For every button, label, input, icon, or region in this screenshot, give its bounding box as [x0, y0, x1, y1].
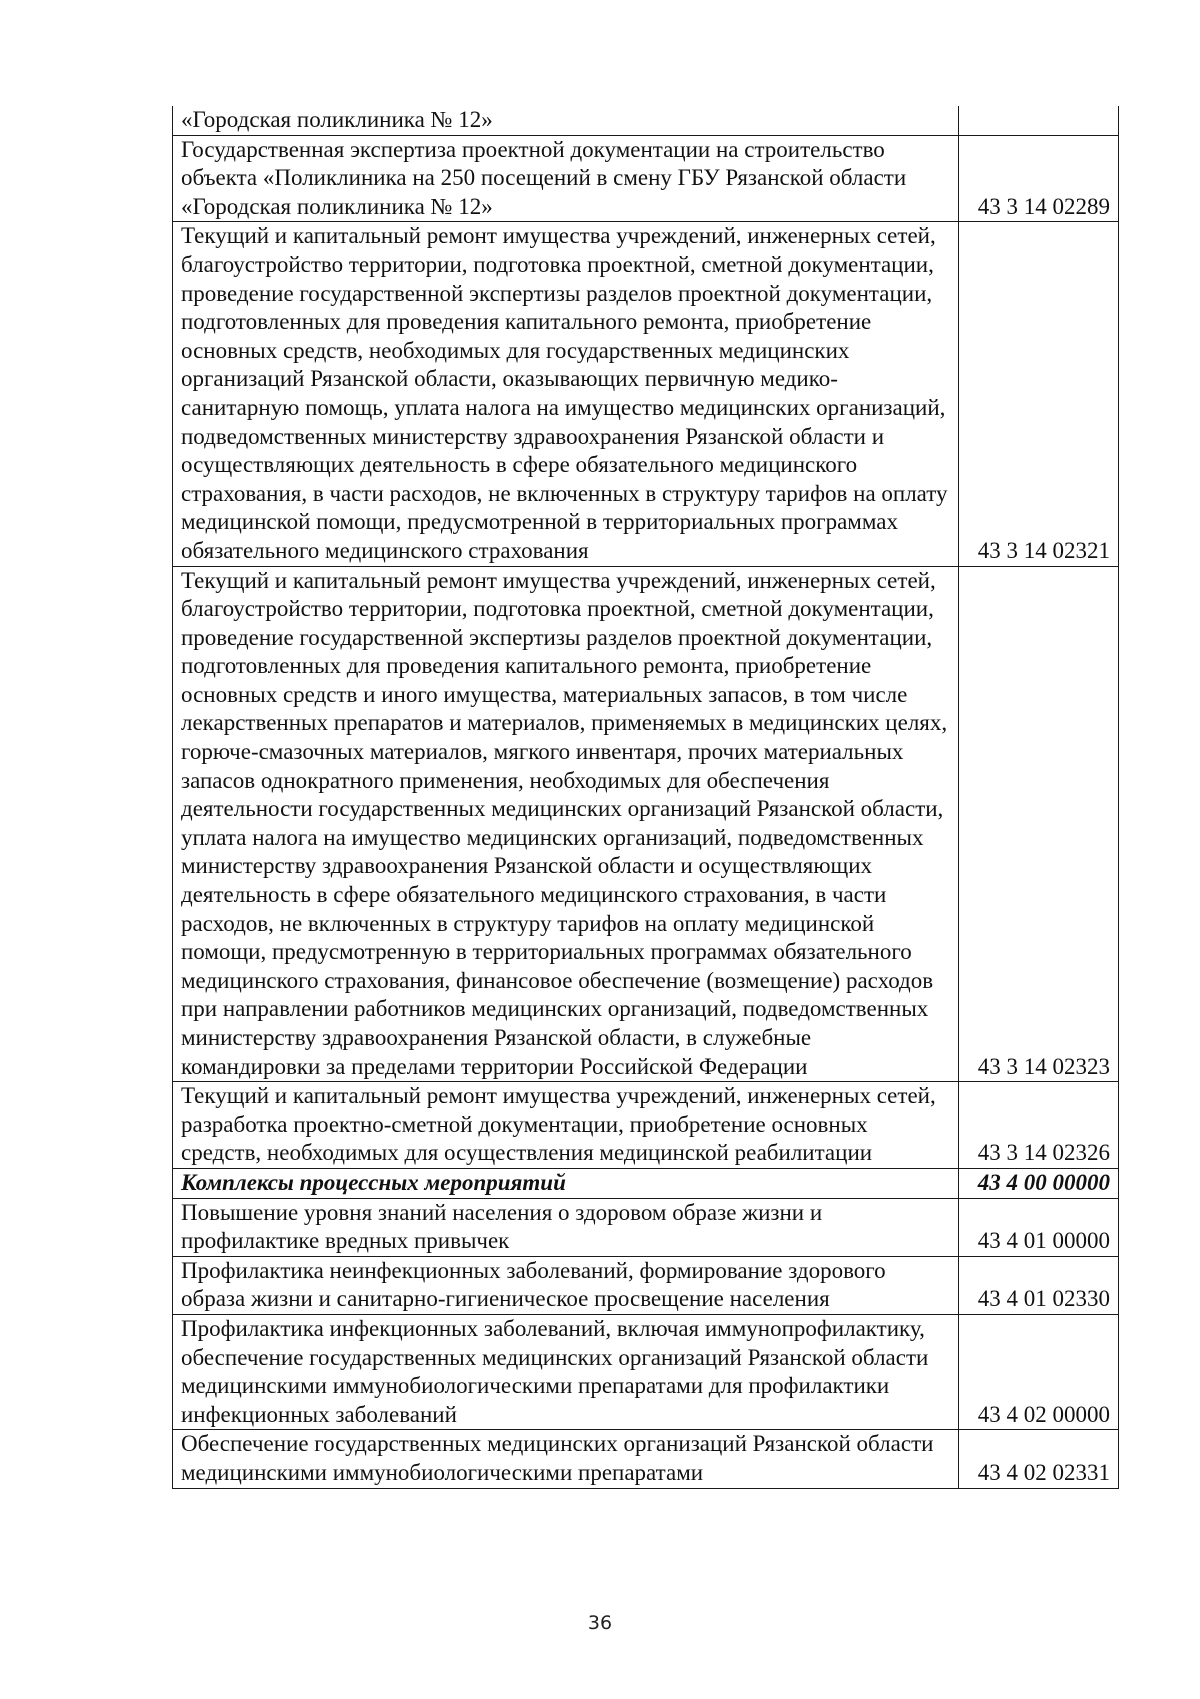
row-code: 43 4 01 02330: [959, 1256, 1119, 1314]
row-code: 43 4 02 00000: [959, 1314, 1119, 1429]
table-row: [173, 106, 1119, 135]
table-row: [173, 1256, 1119, 1314]
row-name: Текущий и капитальный ремонт имущества учреждений, инженерных сетей, благоустройство территории, подготовка проектной, сметной документации, проведение государственной экспертизы разделов проектной документации, подготовленных для проведения капитального ремонта, приобретение основных средств и иного имущества, материальных запасов, в том числе лекарственных препаратов и материалов, применяемых в медицинских целях, горюче-смазочных материалов, мягкого инвентаря, прочих материальных запасов однократного применения, необходимых для обеспечения деятельности государственных медицинских организаций Рязанской области, уплата налога на имущество медицинских организаций, подведомственных министерству здравоохранения Рязанской области и осуществляющих деятельность в сфере обязательного медицинского страхования, в части расходов, не включенных в структуру тарифов на оплату медицинской помощи, предусмотренную в территориальных программах обязательного медицинского страхования, финансовое обеспечение (возмещение) расходов при направлении работников медицинских организаций, подведомственных министерству здравоохранения Рязанской области, в служебные командировки за пределами территории Российской Федерации: [173, 566, 959, 1082]
table-row: [173, 135, 1119, 222]
row-name: Государственная экспертиза проектной документации на строительство объекта «Поликлиника на 250 посещений в смену ГБУ Рязанской области «Городская поликлиника № 12»: [173, 135, 959, 222]
row-name: Профилактика неинфекционных заболеваний, формирование здорового образа жизни и санитарно-гигиеническое просвещение населения: [173, 1256, 959, 1314]
row-code: 43 4 02 02331: [959, 1430, 1119, 1488]
section-heading-code: 43 4 00 00000: [959, 1168, 1119, 1198]
row-code: 43 3 14 02323: [959, 566, 1119, 1082]
table-row: [173, 222, 1119, 566]
row-name: «Городская поликлиника № 12»: [173, 106, 959, 135]
table-row: [173, 1198, 1119, 1256]
table-row-section-heading: [173, 1168, 1119, 1198]
table-row: [173, 1314, 1119, 1429]
row-name: Повышение уровня знаний населения о здоровом образе жизни и профилактике вредных привычек: [173, 1198, 959, 1256]
row-name: Текущий и капитальный ремонт имущества учреждений, инженерных сетей, благоустройство территории, подготовка проектной, сметной документации, проведение государственной экспертизы разделов проектной документации, подготовленных для проведения капитального ремонта, приобретение основных средств, необходимых для государственных медицинских организаций Рязанской области, оказывающих первичную медико-санитарную помощь, уплата налога на имущество медицинских организаций, подведомственных министерству здравоохранения Рязанской области и осуществляющих деятельность в сфере обязательного медицинского страхования, в части расходов, не включенных в структуру тарифов на оплату медицинской помощи, предусмотренной в территориальных программах обязательного медицинского страхования: [173, 222, 959, 566]
row-name: Текущий и капитальный ремонт имущества учреждений, инженерных сетей, разработка проектно-сметной документации, приобретение основных средств, необходимых для осуществления медицинской реабилитации: [173, 1082, 959, 1169]
row-code: 43 3 14 02326: [959, 1082, 1119, 1169]
row-code: 43 4 01 00000: [959, 1198, 1119, 1256]
row-code: 43 3 14 02321: [959, 222, 1119, 566]
row-name: Профилактика инфекционных заболеваний, включая иммунопрофилактику, обеспечение государственных медицинских организаций Рязанской области медицинскими иммунобиологическими препаратами для профилактики инфекционных заболеваний: [173, 1314, 959, 1429]
page-number: 36: [587, 1612, 613, 1634]
table-row: [173, 1082, 1119, 1169]
budget-codes-table: [172, 106, 1119, 1489]
row-name: Обеспечение государственных медицинских организаций Рязанской области медицинскими иммунобиологическими препаратами: [173, 1430, 959, 1488]
budget-classification-sheet: [172, 106, 1118, 1489]
row-code: 43 3 14 02289: [959, 135, 1119, 222]
section-heading-name: Комплексы процессных мероприятий: [173, 1168, 959, 1198]
table-row: [173, 1430, 1119, 1488]
table-row: [173, 566, 1119, 1082]
row-code: [959, 106, 1119, 135]
